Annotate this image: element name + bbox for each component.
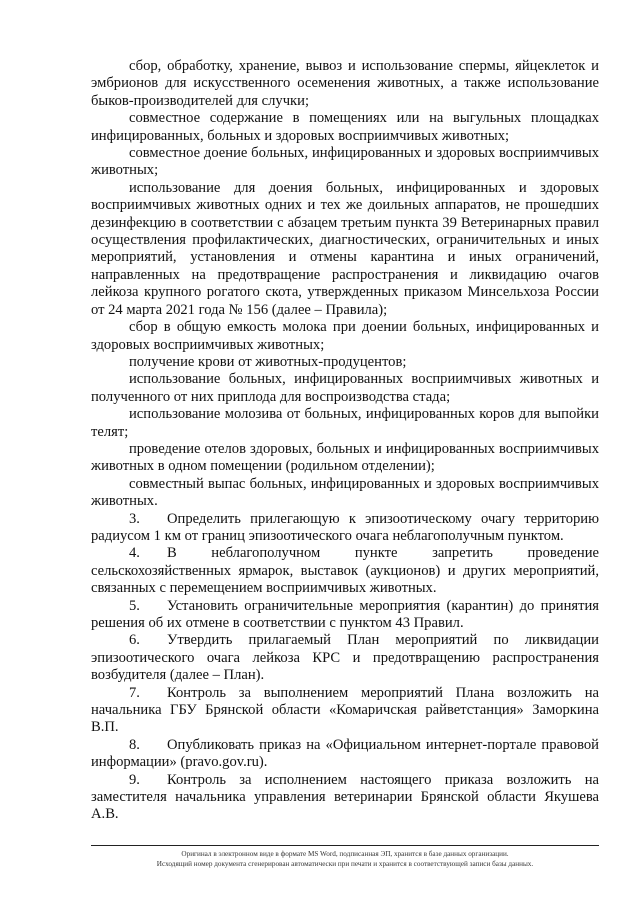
numbered-item-3 bbox=[91, 511, 599, 546]
item-number: 9. bbox=[129, 771, 140, 788]
item-number: 8. bbox=[129, 736, 140, 753]
item-number: 4. bbox=[129, 545, 140, 562]
item-number: 6. bbox=[129, 632, 140, 649]
item-text: В неблагополучном пункте запретить проведение сельскохозяйственных ярмарок, выставок (аукционов) и других мероприятий, связанных с перемещением восприимчивых животных. bbox=[91, 545, 599, 597]
paragraph: использование для доения больных, инфицированных и здоровых восприимчивых животных одних и тех же доильных аппаратов, не прошедших дезинфекцию в соответствии с абзацем третьим пункта 39 Ветеринарных правил осуществления профилактических, диагностических, ограничительных и иных мероприятий, установления и отмены карантина и иных ограничений, направленных на предотвращение распространения и ликвидацию очагов лейкоза крупного рогатого скота, утвержденных приказом Минсельхоза России от 24 марта 2021 года № 156 (далее – Правила); bbox=[91, 179, 599, 318]
footer-divider bbox=[91, 845, 599, 846]
numbered-item-6 bbox=[91, 632, 599, 684]
paragraph: совместное доение больных, инфицированных и здоровых восприимчивых животных; bbox=[91, 145, 599, 179]
numbered-item-5 bbox=[91, 598, 599, 633]
numbered-item-9 bbox=[91, 772, 599, 824]
paragraph: совместный выпас больных, инфицированных и здоровых восприимчивых животных. bbox=[91, 475, 599, 510]
item-text: Утвердить прилагаемый План мероприятий по ликвидации эпизоотического очага лейкоза КРС и предотвращению распространения возбудителя (далее – План). bbox=[91, 632, 599, 684]
item-number: 5. bbox=[129, 597, 140, 614]
footer-line: Оригинал в электронном виде в формате MS Word, подписанная ЭП, хранится в базе данных организации. bbox=[181, 850, 509, 858]
paragraph: получение крови от животных-продуцентов; bbox=[129, 353, 407, 370]
document-body bbox=[91, 58, 599, 824]
paragraph: сбор в общую емкость молока при доении больных, инфицированных и здоровых восприимчивых животных; bbox=[91, 319, 599, 353]
item-text: Установить ограничительные мероприятия (карантин) до принятия решения об их отмене в соответствии с пунктом 43 Правил. bbox=[91, 597, 599, 631]
numbered-item-7 bbox=[91, 685, 599, 737]
footer-note bbox=[91, 849, 599, 869]
item-text: Опубликовать приказ на «Официальном интернет-портале правовой информации» (pravo.gov.ru). bbox=[91, 736, 599, 771]
item-number: 3. bbox=[129, 510, 140, 527]
numbered-item-4 bbox=[91, 545, 599, 597]
item-text: Контроль за выполнением мероприятий Плана возложить на начальника ГБУ Брянской области «Комаричская райветстанция» Заморкина В.П. bbox=[91, 684, 599, 736]
paragraph: совместное содержание в помещениях или на выгульных площадках инфицированных, больных и здоровых восприимчивых животных; bbox=[91, 110, 599, 144]
item-number: 7. bbox=[129, 684, 140, 701]
item-text: Определить прилегающую к эпизоотическому очагу территорию радиусом 1 км от границ эпизоотического очага неблагополучным пунктом. bbox=[91, 510, 599, 544]
paragraph: использование больных, инфицированных восприимчивых животных и полученного от них приплода для воспроизводства стада; bbox=[91, 371, 599, 405]
numbered-item-8 bbox=[91, 737, 599, 772]
paragraph: сбор, обработку, хранение, вывоз и использование спермы, яйцеклеток и эмбрионов для искусственного осеменения животных, а также использование быков-производителей для случки; bbox=[91, 58, 599, 109]
paragraph: использование молозива от больных, инфицированных коров для выпойки телят; bbox=[91, 406, 599, 440]
footer-line: Исходящий номер документа сгенерирован автоматически при печати и хранится в соответствующей записи базы данных. bbox=[156, 860, 534, 868]
item-text: Контроль за исполнением настоящего приказа возложить на заместителя начальника управления ветеринарии Брянской области Якушева А.В. bbox=[91, 771, 599, 823]
paragraph: проведение отелов здоровых, больных и инфицированных восприимчивых животных в одном помещении (родильном отделении); bbox=[91, 440, 599, 475]
